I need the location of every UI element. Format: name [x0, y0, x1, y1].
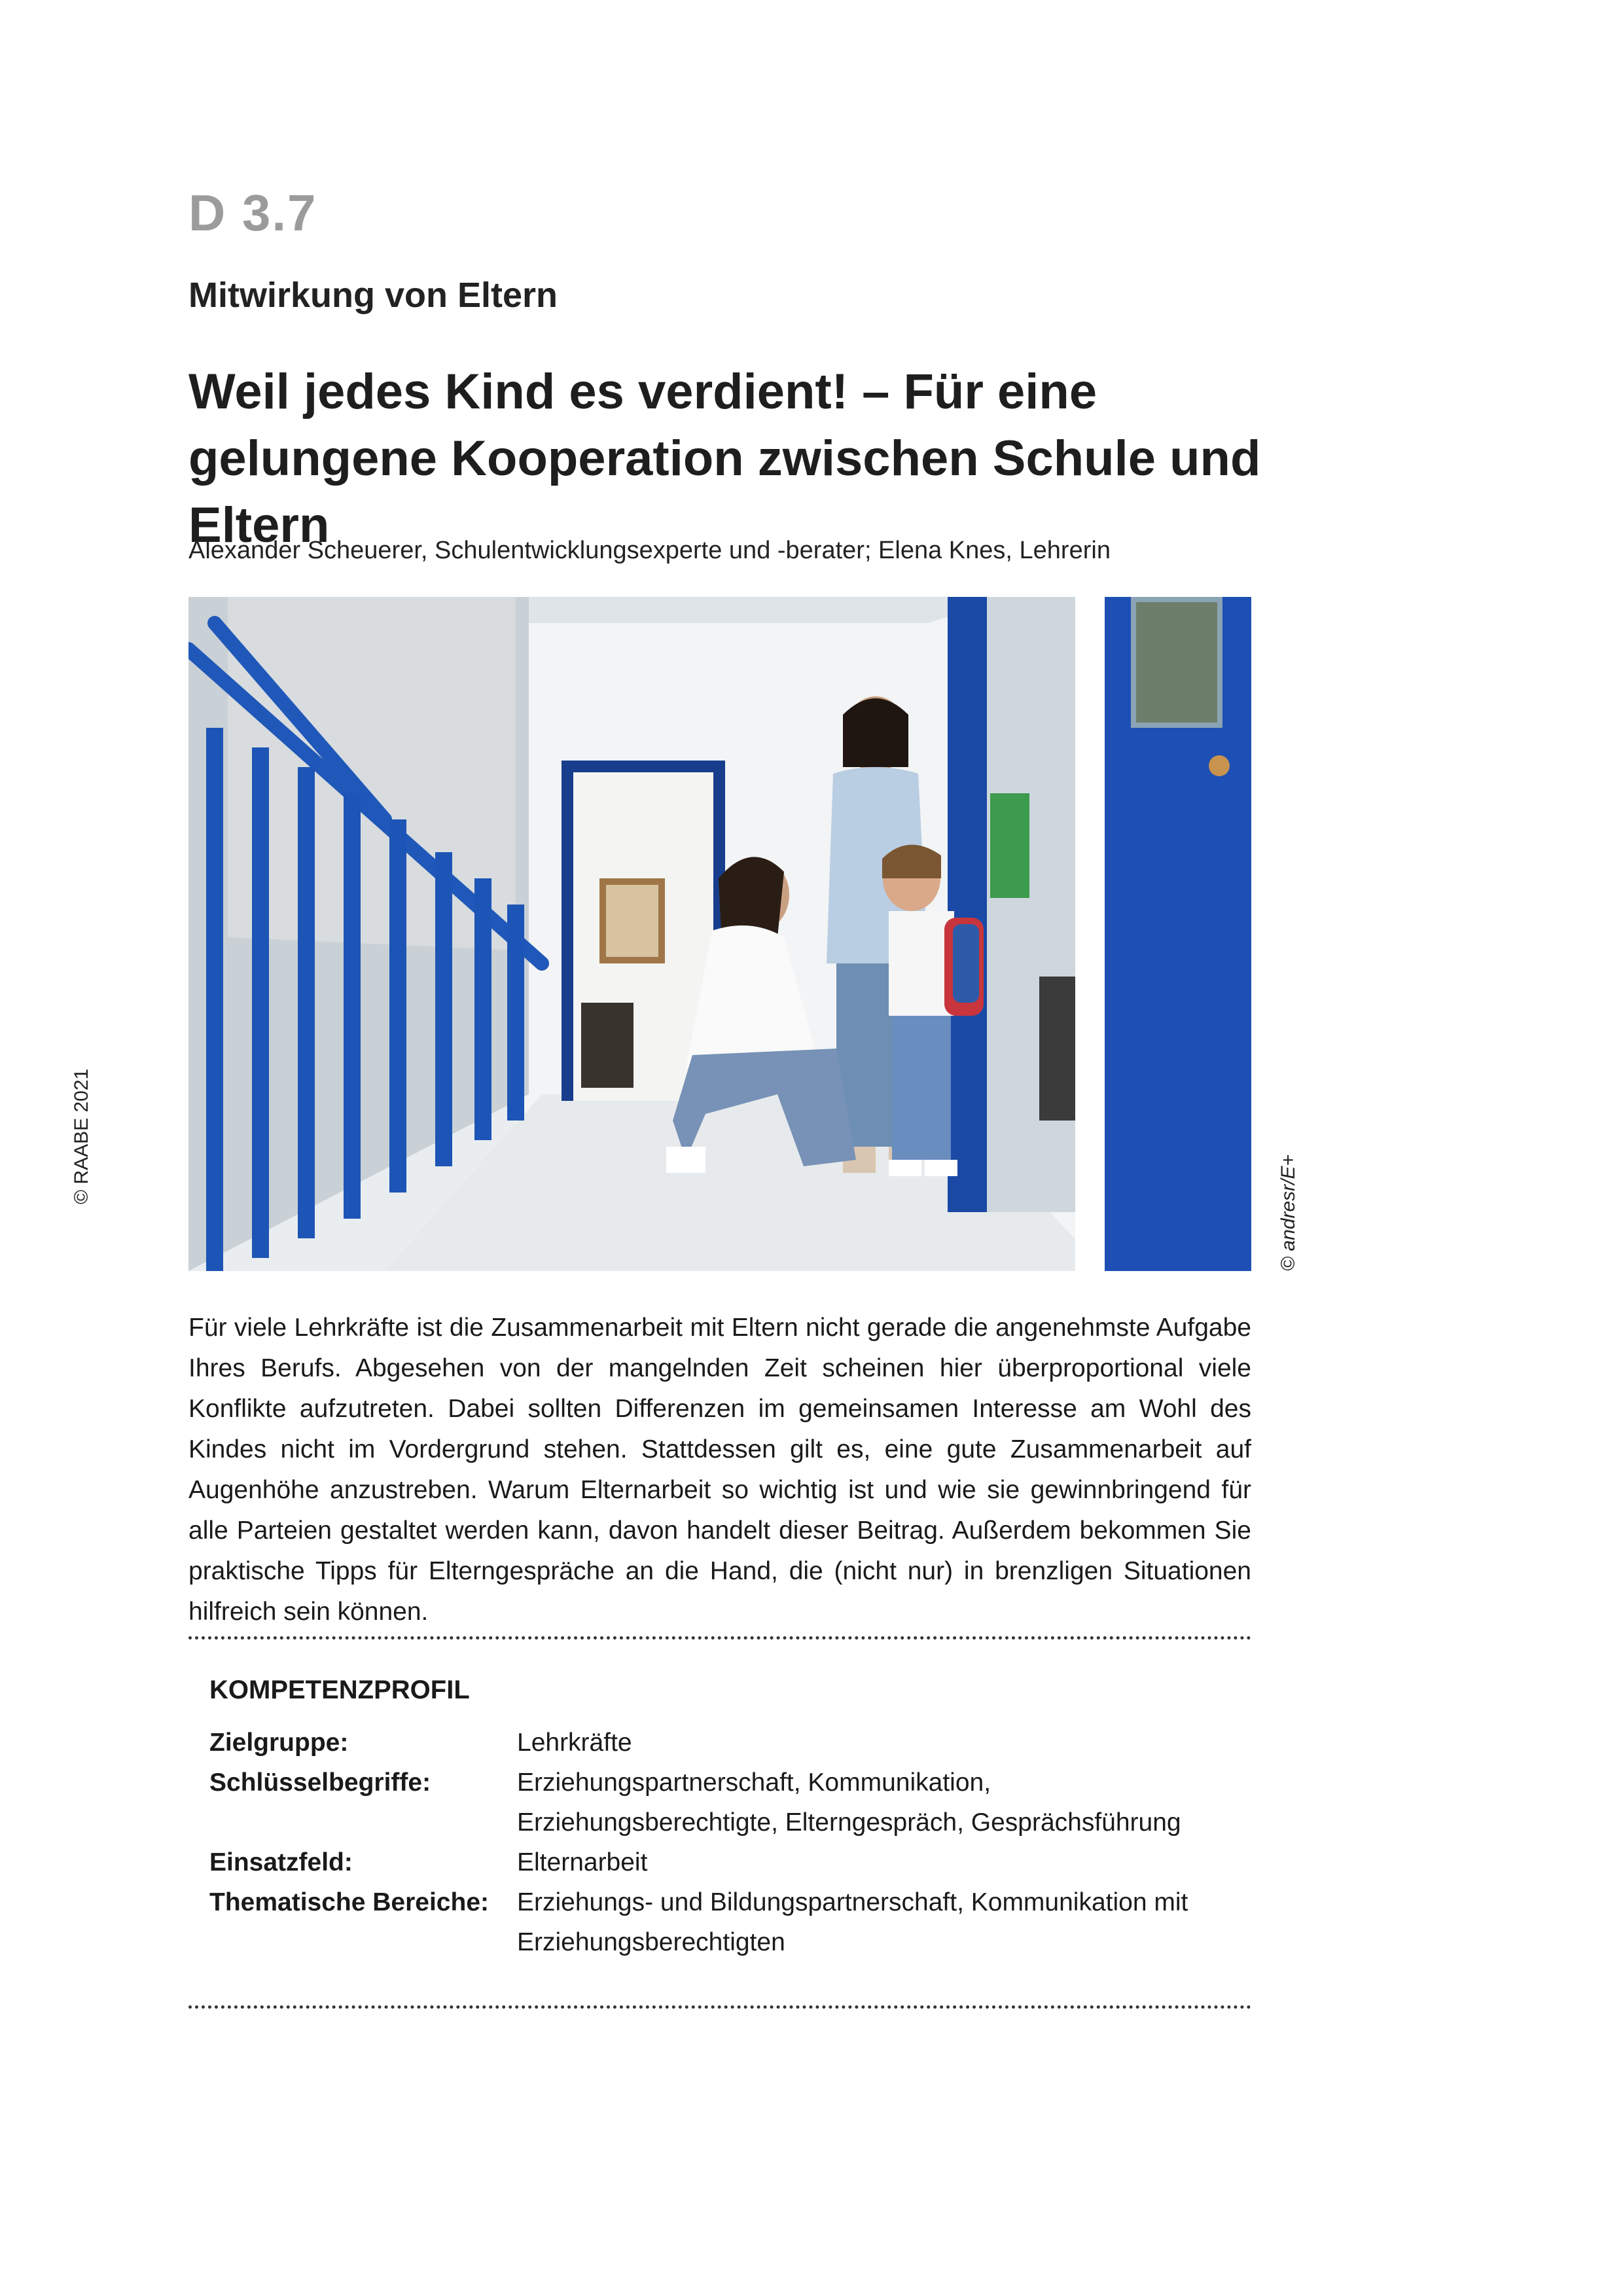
dotted-divider-bottom: [188, 2005, 1251, 2009]
dotted-divider-top: [188, 1636, 1251, 1640]
profile-row-target-group: [209, 1723, 1243, 1763]
profile-label: Thematische Bereiche:: [209, 1888, 490, 1916]
profile-label: Einsatzfeld:: [209, 1848, 353, 1876]
authors-line: Alexander Scheuerer, Schulentwicklungsexperte und -berater; Elena Knes, Lehrerin: [188, 537, 1111, 564]
profile-row-field: [209, 1842, 1243, 1882]
profile-label: Schlüsselbegriffe:: [209, 1768, 431, 1797]
section-title: Mitwirkung von Eltern: [188, 276, 558, 315]
profile-value: Erziehungs- und Bildungspartnerschaft, Kommunikation mit Erziehungsberechtigten: [517, 1888, 1188, 1956]
profile-value: Lehrkräfte: [517, 1729, 632, 1757]
unit-code: D 3.7: [188, 184, 317, 242]
profile-row-key-terms: [209, 1763, 1243, 1842]
photo-credit: © andresr/E+: [1277, 1154, 1299, 1271]
article-title: Weil jedes Kind es verdient! – Für eine gelungene Kooperation zwischen Schule und Eltern: [188, 364, 1261, 553]
competence-profile: [209, 1723, 1243, 1962]
profile-label: Zielgruppe:: [209, 1729, 349, 1757]
side-copyright: © RAABE 2021: [71, 1068, 92, 1204]
intro-paragraph: Für viele Lehrkräfte ist die Zusammenarbeit mit Eltern nicht gerade die angenehmste Aufgabe Ihres Berufs. Abgesehen von der mangelnden Zeit scheinen hier überproportional viele Konflikte aufzutreten. Dabei sollten Differenzen im gemeinsamen Interesse am Wohl des Kindes nicht im Vordergrund stehen. Stattdessen gilt es, eine gute Zusammenarbeit auf Augenhöhe anzustreben. Warum Elternarbeit so wichtig ist und wie sie gewinnbringend für alle Parteien gestaltet werden kann, davon handelt dieser Beitrag. Außerdem bekommen Sie praktische Tipps für Elterngespräche an die Hand, die (nicht nur) in brenzligen Situationen hilfreich sein können.: [188, 1314, 1251, 1626]
profile-heading: KOMPETENZPROFIL: [209, 1676, 470, 1704]
profile-value: Erziehungspartnerschaft, Kommunikation, Erziehungsberechtigte, Elterngespräch, Gesprächsführung: [517, 1768, 1181, 1837]
profile-row-topics: [209, 1882, 1243, 1962]
profile-value: Elternarbeit: [517, 1848, 648, 1876]
cover-photo: [188, 597, 1251, 1271]
